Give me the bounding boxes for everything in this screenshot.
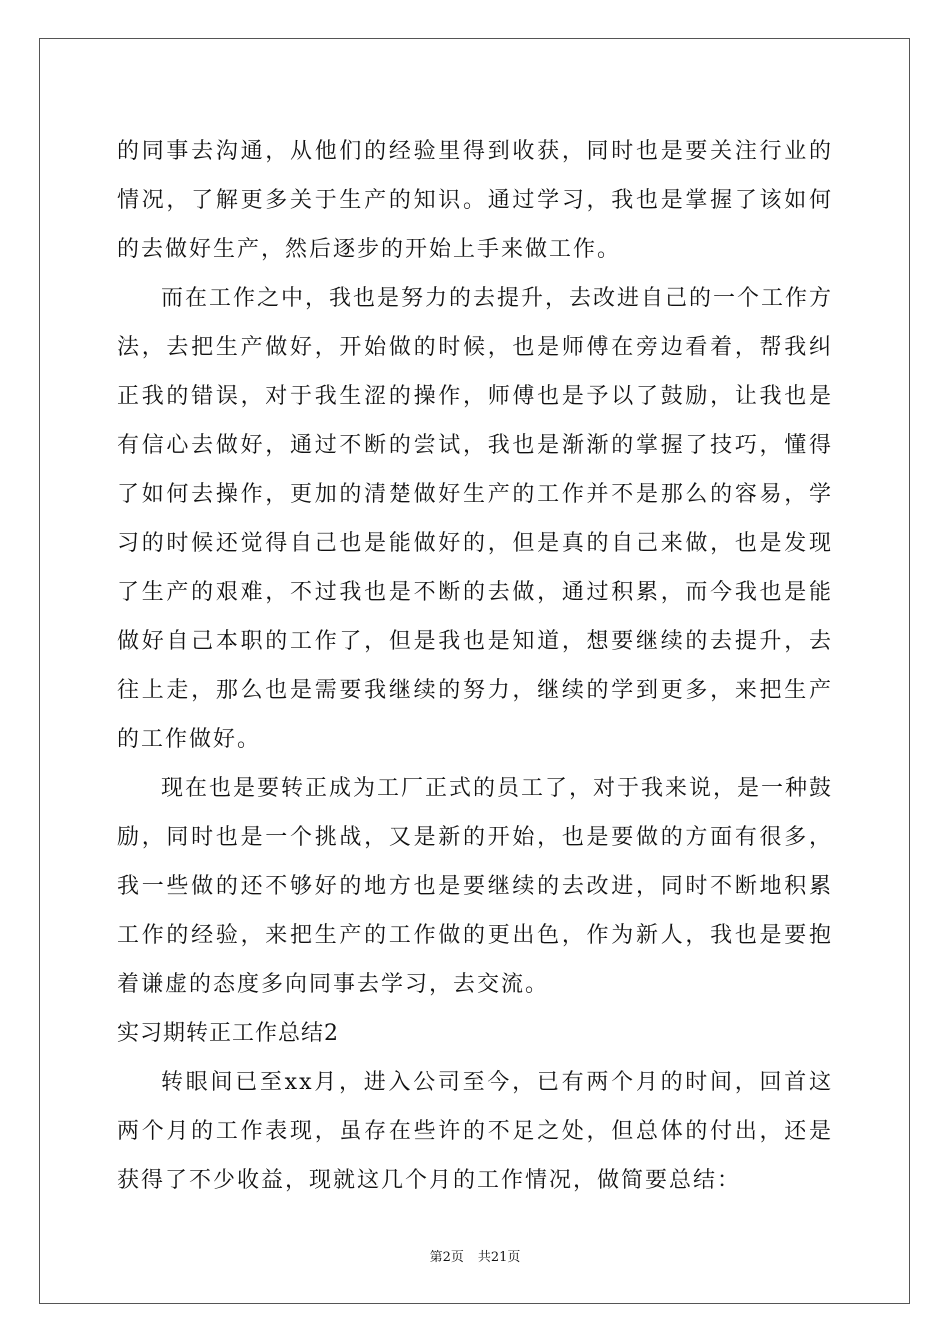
paragraph-continuation: 的同事去沟通，从他们的经验里得到收获，同时也是要关注行业的情况，了解更多关于生产的知识。通过学习，我也是掌握了该如何的去做好生产，然后逐步的开始上手来做工作。 (117, 139, 833, 262)
paragraph-work-improvement: 而在工作之中，我也是努力的去提升，去改进自己的一个工作方法，去把生产做好，开始做的时候，也是师傅在旁边看着，帮我纠正我的错误，对于我生涩的操作，师傅也是予以了鼓励，让我也是有信心去做好，通过不断的尝试，我也是渐渐的掌握了技巧，懂得了如何去操作，更加的清楚做好生产的工作并不是那么的容易，学习的时候还觉得自己也是能做好的，但是真的自己来做，也是发现了生产的艰难，不过我也是不断的去做，通过积累，而今我也是能做好自己本职的工作了，但是我也是知道，想要继续的去提升，去往上走，那么也是需要我继续的努力，继续的学到更多，来把生产的工作做好。 (117, 286, 834, 752)
page-number-current: 第2页 (429, 1250, 464, 1265)
section-heading: 实习期转正工作总结2 (117, 1021, 339, 1046)
page-footer (0, 1246, 950, 1265)
paragraph-intro-summary: 转眼间已至xx月，进入公司至今，已有两个月的时间，回首这两个月的工作表现，虽存在些许的不足之处，但总体的付出，还是获得了不少收益，现就这几个月的工作情况，做简要总结： (117, 1070, 833, 1193)
page-number-total: 共21页 (477, 1250, 521, 1265)
paragraph-regularization: 现在也是要转正成为工厂正式的员工了，对于我来说，是一种鼓励，同时也是一个挑战，又是新的开始，也是要做的方面有很多，我一些做的还不够好的地方也是要继续的去改进，同时不断地积累工作的经验，来把生产的工作做的更出色，作为新人，我也是要抱着谦虚的态度多向同事去学习，去交流。 (117, 776, 834, 997)
document-body (117, 127, 833, 1205)
